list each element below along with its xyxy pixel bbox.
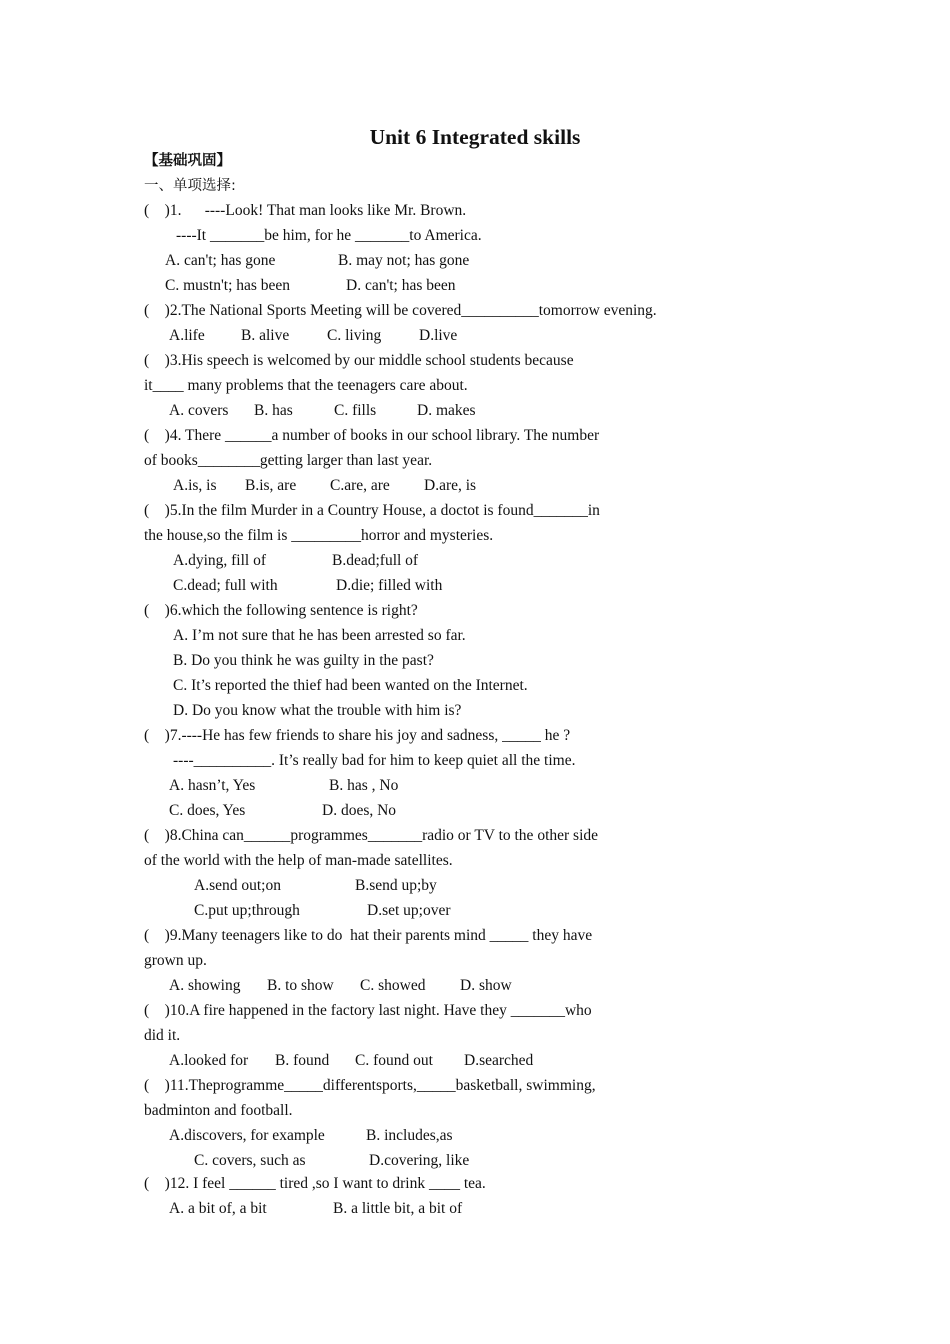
- question-3-option-a: A. covers: [169, 402, 229, 419]
- question-5-stem: ( )5.In the film Murder in a Country House, a doctot is found_______in: [144, 502, 600, 519]
- question-2-option-a: A.life: [169, 327, 205, 344]
- question-11-option-a: A.discovers, for example: [169, 1127, 325, 1144]
- question-3-option-d: D. makes: [417, 402, 476, 419]
- question-7-option-a: A. hasn’t, Yes: [169, 777, 256, 794]
- question-2-option-b: B. alive: [241, 327, 290, 344]
- question-8-option-a: A.send out;on: [194, 877, 281, 894]
- question-12-option-b: B. a little bit, a bit of: [333, 1200, 463, 1217]
- question-10-option-b: B. found: [275, 1052, 330, 1069]
- question-4-stem: ( )4. There ______a number of books in our school library. The number: [144, 427, 600, 444]
- question-5-line2: the house,so the film is _________horror and mysteries.: [144, 527, 494, 544]
- question-11-option-b: B. includes,as: [366, 1127, 453, 1144]
- question-6-option-d: D. Do you know what the trouble with him is?: [173, 702, 462, 719]
- question-10-line2: did it.: [144, 1027, 181, 1044]
- question-5-option-d: D.die; filled with: [336, 577, 443, 594]
- question-6-option-c: C. It’s reported the thief had been wanted on the Internet.: [173, 677, 528, 694]
- question-9-line2: grown up.: [144, 952, 207, 969]
- question-5-option-c: C.dead; full with: [173, 577, 278, 594]
- question-4-option-b: B.is, are: [245, 477, 297, 494]
- question-1-option-b: B. may not; has gone: [338, 252, 470, 269]
- question-1-option-c: C. mustn't; has been: [165, 277, 291, 294]
- section-heading: 【基础巩固】: [144, 153, 231, 169]
- question-7-stem: ( )7.----He has few friends to share his joy and sadness, _____ he ?: [144, 727, 571, 744]
- question-1-stem: ( )1. ----Look! That man looks like Mr. Brown.: [144, 202, 467, 219]
- question-10-stem: ( )10.A fire happened in the factory last night. Have they _______who: [144, 1002, 592, 1019]
- question-6-option-a: A. I’m not sure that he has been arrested so far.: [173, 627, 466, 644]
- question-5-option-b: B.dead;full of: [332, 552, 419, 569]
- question-2-option-d: D.live: [419, 327, 458, 344]
- question-10-option-a: A.looked for: [169, 1052, 249, 1069]
- question-8-line2: of the world with the help of man-made satellites.: [144, 852, 453, 869]
- question-1-line2: ----It _______be him, for he _______to America.: [176, 227, 482, 244]
- question-4-option-d: D.are, is: [424, 477, 477, 494]
- question-3-option-c: C. fills: [334, 402, 377, 419]
- question-8-option-d: D.set up;over: [367, 902, 451, 919]
- subsection-heading: 一、单项选择:: [144, 178, 236, 194]
- question-1-option-d: D. can't; has been: [346, 277, 456, 294]
- question-6-option-b: B. Do you think he was guilty in the past?: [173, 652, 434, 669]
- question-3-option-b: B. has: [254, 402, 293, 419]
- question-2-stem: ( )2.The National Sports Meeting will be covered__________tomorrow evening.: [144, 302, 657, 319]
- question-9-option-b: B. to show: [267, 977, 334, 994]
- question-12-stem: ( )12. I feel ______ tired ,so I want to drink ____ tea.: [144, 1175, 486, 1192]
- question-11-line2: badminton and football.: [144, 1102, 293, 1119]
- question-7-line2: ----__________. It’s really bad for him to keep quiet all the time.: [173, 752, 576, 769]
- question-9-option-a: A. showing: [169, 977, 241, 994]
- question-7-option-b: B. has , No: [329, 777, 399, 794]
- question-5-option-a: A.dying, fill of: [173, 552, 266, 569]
- page-title: Unit 6 Integrated skills: [369, 125, 581, 149]
- question-9-option-d: D. show: [460, 977, 512, 994]
- question-7-option-c: C. does, Yes: [169, 802, 246, 819]
- question-11-option-c: C. covers, such as: [194, 1152, 306, 1169]
- question-7-option-d: D. does, No: [322, 802, 397, 819]
- question-4-option-c: C.are, are: [330, 477, 390, 494]
- question-4-option-a: A.is, is: [173, 477, 217, 494]
- question-3-stem: ( )3.His speech is welcomed by our middle school students because: [144, 352, 574, 369]
- question-9-option-c: C. showed: [360, 977, 426, 994]
- question-12-option-a: A. a bit of, a bit: [169, 1200, 267, 1217]
- question-1-option-a: A. can't; has gone: [165, 252, 276, 269]
- question-8-stem: ( )8.China can______programmes_______radio or TV to the other side: [144, 827, 599, 844]
- question-10-option-d: D.searched: [464, 1052, 534, 1069]
- question-8-option-b: B.send up;by: [355, 877, 437, 894]
- question-6-stem: ( )6.which the following sentence is right?: [144, 602, 418, 619]
- question-8-option-c: C.put up;through: [194, 902, 300, 919]
- question-4-line2: of books________getting larger than last year.: [144, 452, 433, 469]
- question-9-stem: ( )9.Many teenagers like to do hat their parents mind _____ they have: [144, 927, 593, 944]
- question-10-option-c: C. found out: [355, 1052, 433, 1069]
- question-2-option-c: C. living: [327, 327, 382, 344]
- question-11-stem: ( )11.Theprogramme_____differentsports,_____basketball, swimming,: [144, 1077, 596, 1094]
- question-3-line2: it____ many problems that the teenagers care about.: [144, 377, 468, 394]
- question-11-option-d: D.covering, like: [369, 1152, 470, 1169]
